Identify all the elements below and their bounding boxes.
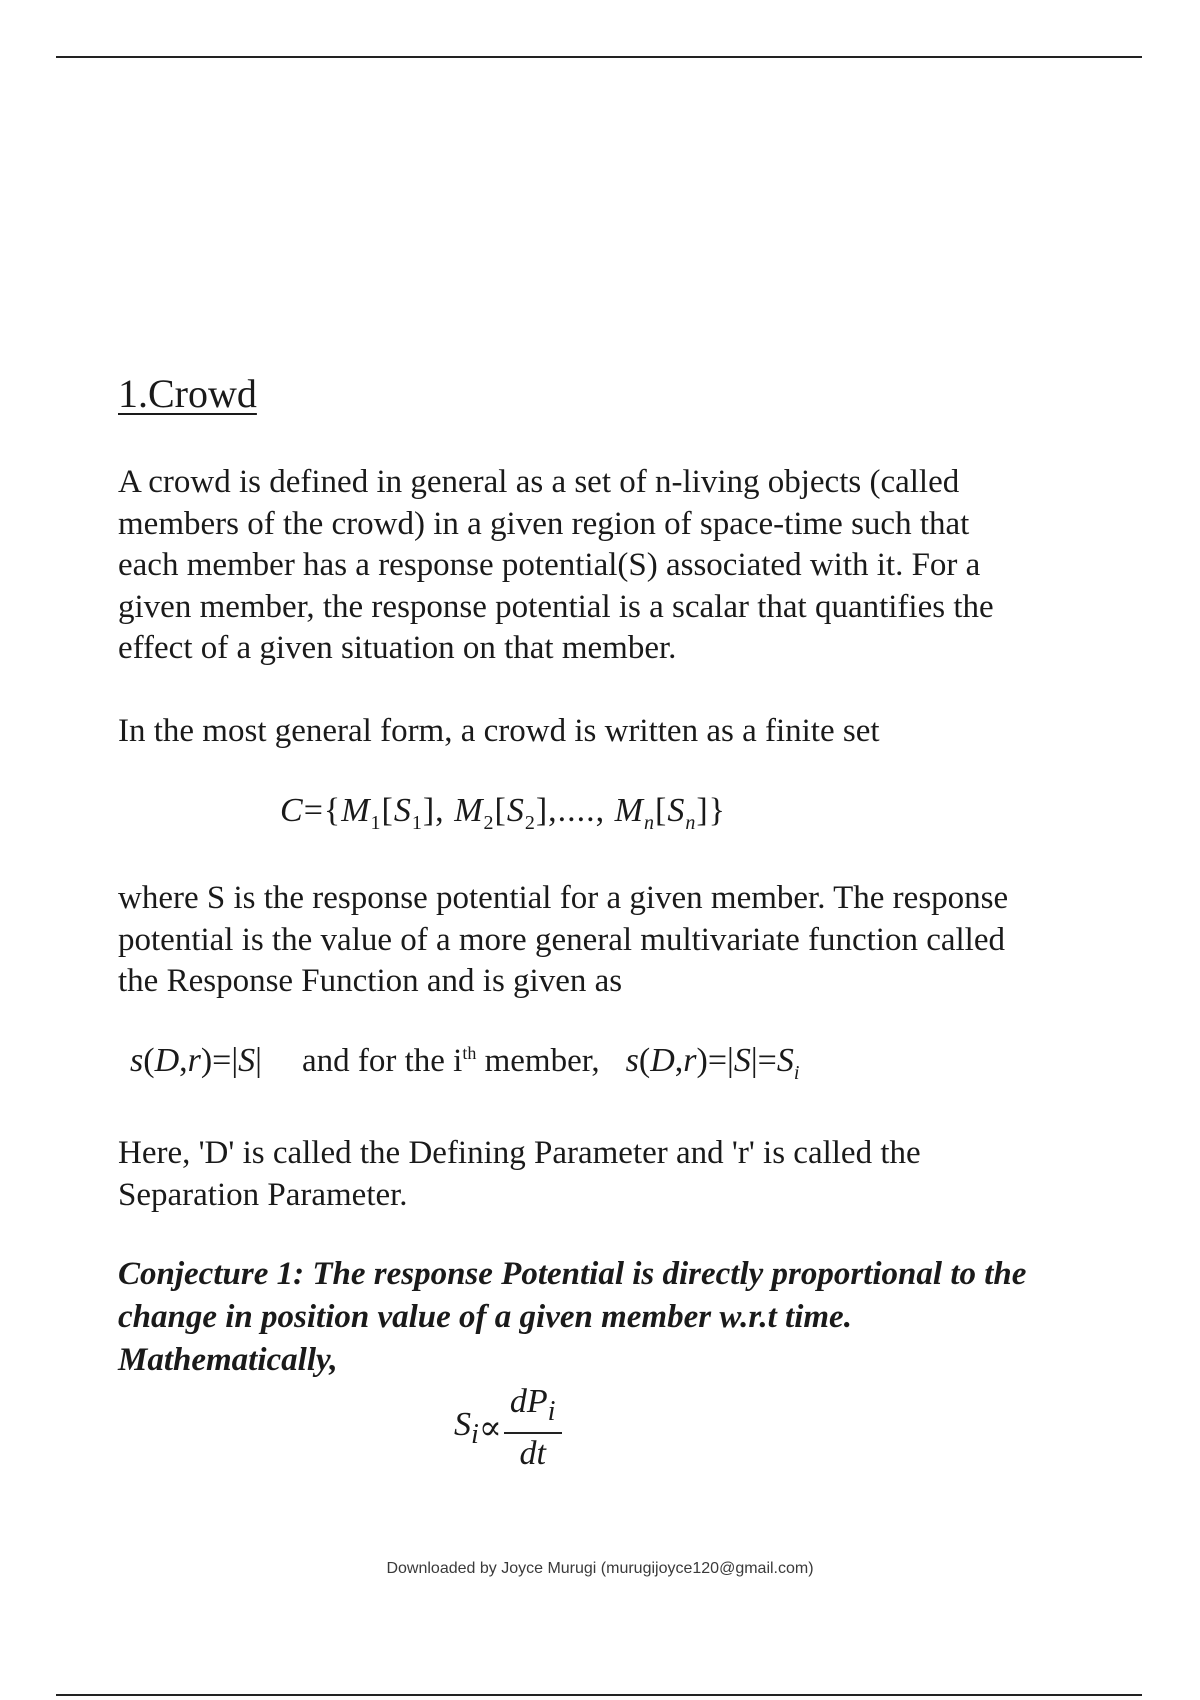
fraction: $\frac{dP_i}{dt}$ bbox=[504, 1382, 562, 1474]
download-footer: Downloaded by Joyce Murugi (murugijoyce120@gmail.com) bbox=[386, 1560, 814, 1577]
text-line: members of the crowd) in a given region of space-time such that bbox=[118, 505, 970, 542]
paragraph-crowd-definition bbox=[118, 462, 994, 670]
equation-proportional: $S_i$ ∝ $\frac{dP_i}{dt}$ bbox=[454, 1382, 562, 1474]
text-line: Conjecture 1: The response Potential is directly proportional to the bbox=[118, 1256, 1027, 1292]
paragraph-general-form bbox=[118, 711, 880, 753]
text-line: each member has a response potential(S) associated with it. For a bbox=[118, 547, 981, 583]
text-line: effect of a given situation on that member. bbox=[118, 630, 677, 666]
section-heading: 1.Crowd bbox=[118, 371, 257, 416]
top-rule bbox=[56, 56, 1142, 58]
text-line: potential is the value of a more general multivariate function called bbox=[118, 921, 1005, 958]
conjecture-statement bbox=[118, 1253, 1026, 1382]
text-line: A crowd is defined in general as a set of n-living objects (called bbox=[118, 464, 960, 500]
text-and-for-member: and for the $i^{th}$ member, bbox=[301, 1043, 600, 1079]
equation-response-function: s(D,r)=|S| bbox=[130, 1042, 262, 1079]
text-line: change in position value of a given member w.r.t time. bbox=[118, 1299, 852, 1335]
text-line: where S is the response potential for a given member. The response bbox=[118, 880, 1009, 916]
text-line: Here, 'D' is called the Defining Parameter and 'r' is called the bbox=[118, 1135, 921, 1171]
text-line: In the most general form, a crowd is written as a finite set bbox=[118, 713, 880, 749]
text-line: the Response Function and is given as bbox=[118, 963, 623, 999]
equation-member-response: $s(D,r)=|S|=S_i$ bbox=[625, 1042, 800, 1084]
text-line: Mathematically, bbox=[118, 1342, 338, 1378]
equation-crowd-set: $C=\{M_1[S_1]$, $M_2[S_2]$,...., $M_n[S_n]$} bbox=[280, 792, 726, 834]
text-line: Separation Parameter. bbox=[118, 1176, 408, 1213]
bottom-rule bbox=[56, 1694, 1142, 1696]
text-line: given member, the response potential is a scalar that quantifies the bbox=[118, 588, 994, 625]
paragraph-parameters bbox=[118, 1133, 921, 1216]
response-function-equations bbox=[130, 1042, 799, 1085]
paragraph-response-function bbox=[118, 878, 1008, 1003]
